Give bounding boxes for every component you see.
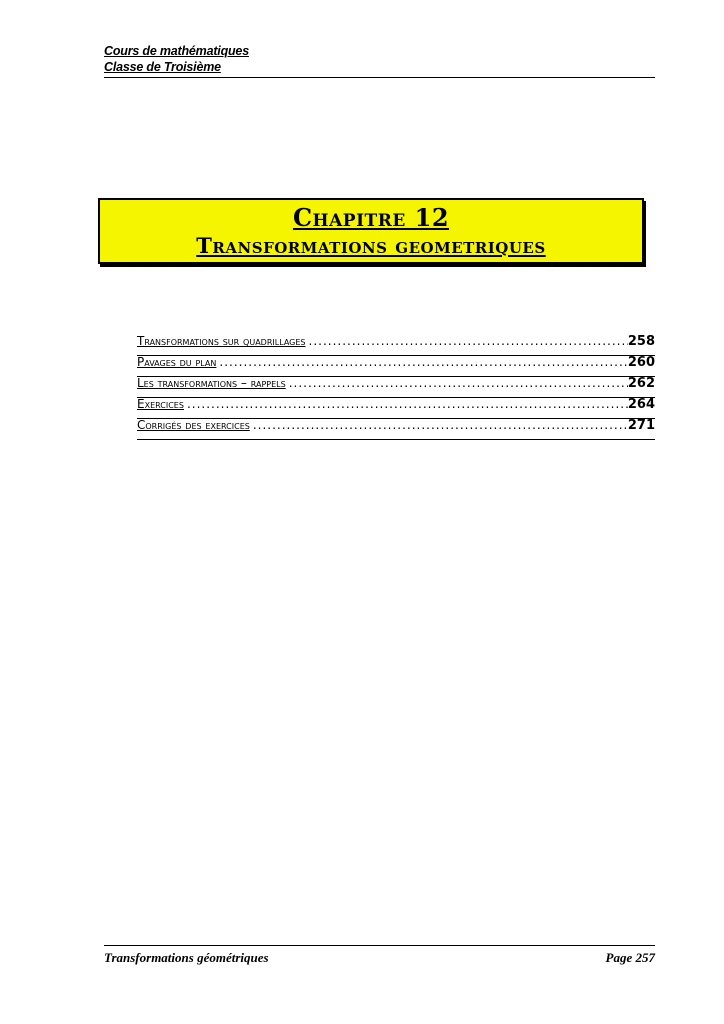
class-level: Classe de Troisième <box>104 60 221 74</box>
toc-dot-leader <box>306 334 628 348</box>
toc-entry-label: Les transformations – rappels <box>137 376 286 390</box>
toc-dot-leader <box>184 397 628 411</box>
toc-entry-page: 260 <box>627 355 655 370</box>
page-footer <box>104 945 655 966</box>
toc-entry-label: Pavages du plan <box>137 355 217 369</box>
course-title: Cours de mathématiques <box>104 44 249 58</box>
footer-chapter-title: Transformations géométriques <box>104 950 269 965</box>
chapter-number: Chapitre 12 <box>292 203 450 232</box>
chapter-name: Transformations geometriques <box>196 233 546 258</box>
toc-entry-label: Exercices <box>137 397 184 411</box>
toc-dot-leader <box>250 418 628 432</box>
toc-entry-page: 271 <box>627 418 655 433</box>
toc-entry-pavages[interactable] <box>137 355 655 377</box>
table-of-contents <box>137 334 655 439</box>
toc-entry-page: 262 <box>627 376 655 391</box>
chapter-title-box <box>98 198 644 264</box>
toc-dot-leader <box>216 355 627 369</box>
toc-dot-leader <box>286 376 628 390</box>
toc-entry-exercices[interactable] <box>137 397 655 419</box>
toc-entry-rappels[interactable] <box>137 376 655 398</box>
page-header <box>104 43 655 78</box>
toc-entry-page: 258 <box>627 334 655 349</box>
footer-page-number: Page 257 <box>605 950 655 965</box>
toc-entry-label: Transformations sur quadrillages <box>137 334 306 348</box>
toc-entry-quadrillages[interactable] <box>137 334 655 356</box>
toc-entry-page: 264 <box>627 397 655 412</box>
toc-entry-corriges[interactable] <box>137 418 655 440</box>
toc-entry-label: Corrigés des exercices <box>137 418 250 432</box>
